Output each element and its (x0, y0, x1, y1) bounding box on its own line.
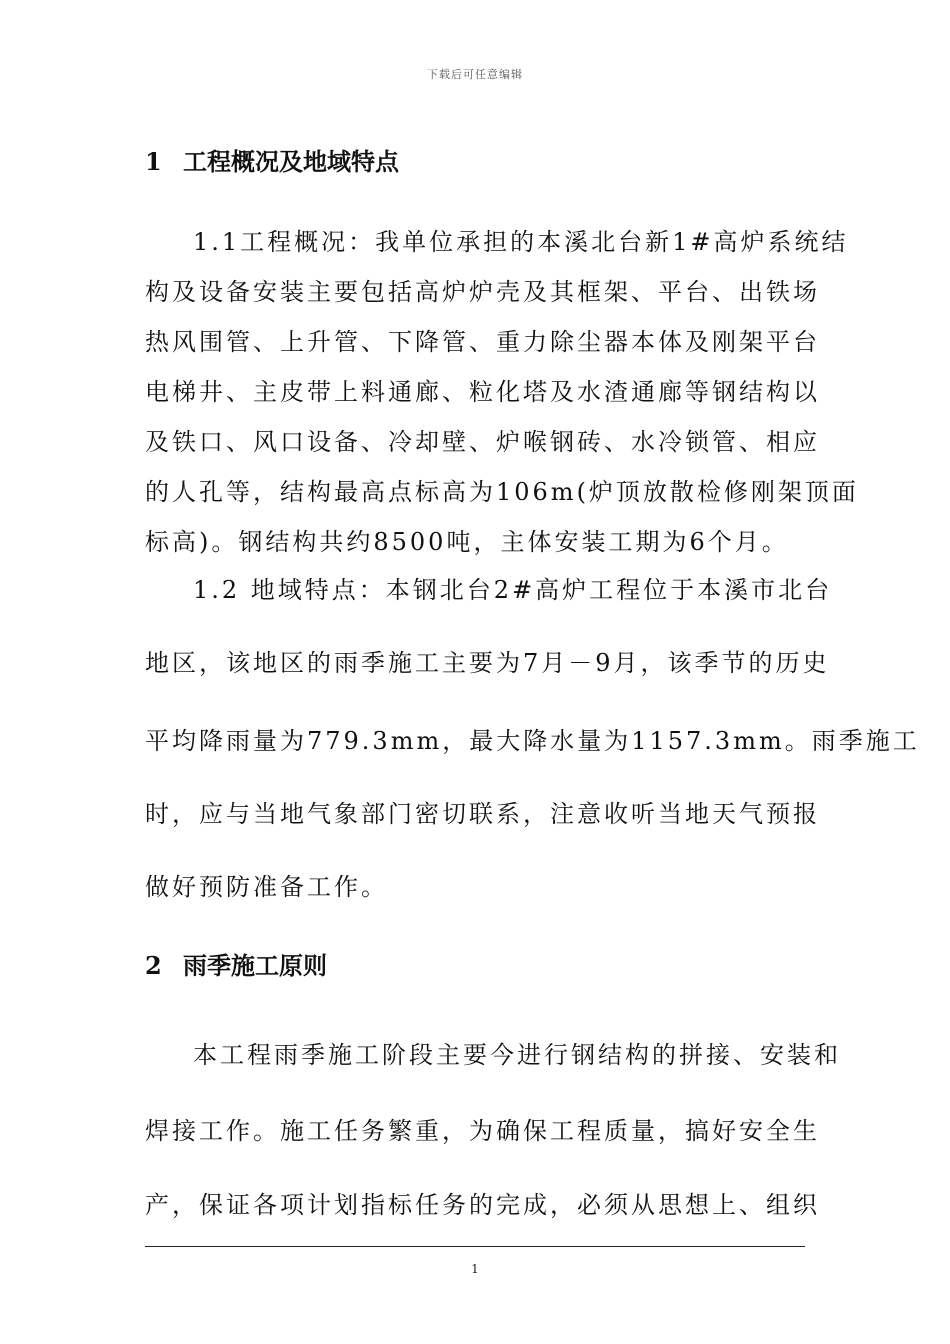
section-2-number: 2 (145, 951, 162, 980)
paragraph-line: 时，应与当地气象部门密切联系，注意收听当地天气预报 (145, 800, 820, 828)
footer-rule (145, 1246, 805, 1247)
paragraph-line: 产，保证各项计划指标任务的完成，必须从思想上、组织 (145, 1191, 820, 1219)
paragraph-line: 1.2 地域特点：本钢北台2#高炉工程位于本溪市北台 (193, 576, 833, 604)
page-header: 下载后可任意编辑 (427, 68, 523, 81)
section-1-heading (145, 147, 399, 177)
paragraph-line: 标高)。钢结构共约8500吨，主体安装工期为6个月。 (145, 528, 789, 556)
paragraph-line: 热风围管、上升管、下降管、重力除尘器本体及刚架平台 (145, 328, 820, 356)
paragraph-line: 1.1工程概况：我单位承担的本溪北台新1#高炉系统结 (193, 228, 849, 256)
section-2-heading (145, 951, 327, 981)
paragraph-line: 平均降雨量为779.3mm，最大降水量为1157.3mm。雨季施工 (145, 727, 920, 755)
paragraph-line: 地区，该地区的雨季施工主要为7月－9月，该季节的历史 (145, 649, 830, 677)
paragraph-line: 电梯井、主皮带上料通廊、粒化塔及水渣通廊等钢结构以 (145, 378, 820, 406)
paragraph-line: 及铁口、风口设备、冷却壁、炉喉钢砖、水冷锁管、相应 (145, 428, 820, 456)
page-number: 1 (471, 1262, 479, 1276)
paragraph-line: 焊接工作。施工任务繁重，为确保工程质量，搞好安全生 (145, 1117, 820, 1145)
section-2-title: 雨季施工原则 (183, 951, 327, 980)
section-1-number: 1 (145, 147, 162, 176)
paragraph-line: 的人孔等，结构最高点标高为106m(炉顶放散检修刚架顶面 (145, 478, 859, 506)
section-1-title: 工程概况及地域特点 (183, 147, 399, 176)
paragraph-line: 构及设备安装主要包括高炉炉壳及其框架、平台、出铁场 (145, 278, 820, 306)
paragraph-line: 本工程雨季施工阶段主要今进行钢结构的拼接、安装和 (193, 1041, 841, 1069)
paragraph-line: 做好预防准备工作。 (145, 873, 388, 901)
